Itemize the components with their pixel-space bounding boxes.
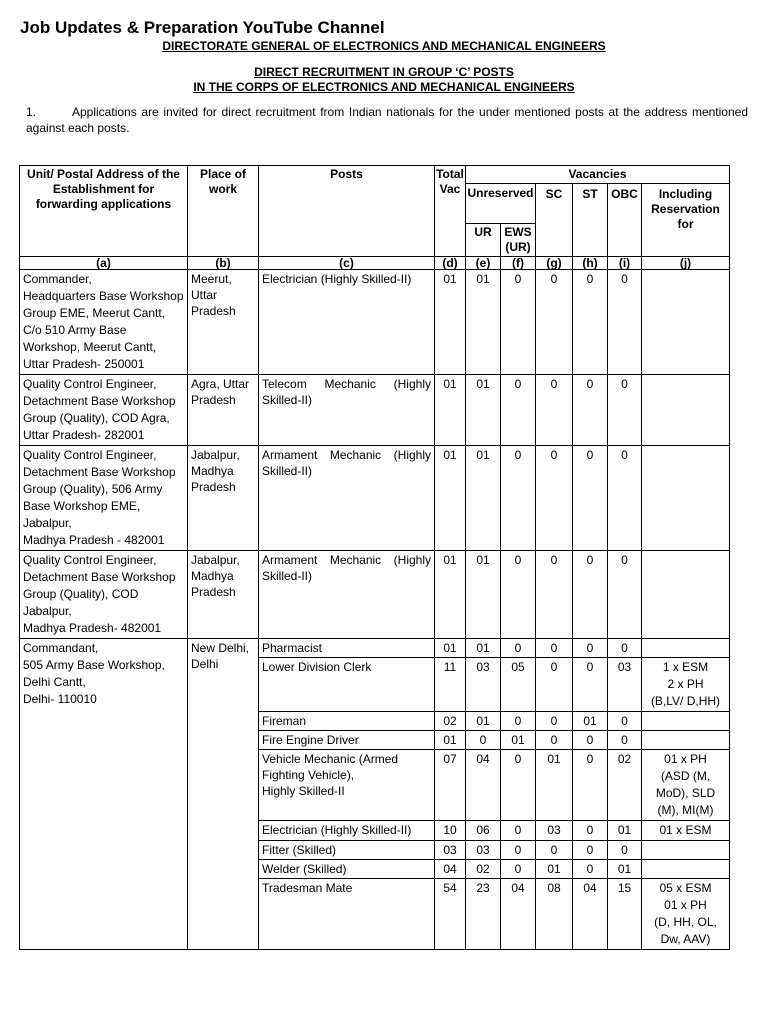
- sc-vacancy: 0: [536, 446, 573, 551]
- table-row: [20, 639, 730, 658]
- post-name: Armament Mechanic (Highly Skilled-II): [259, 446, 435, 551]
- total-vacancy: 01: [435, 731, 466, 750]
- column-letter: (d): [435, 257, 466, 270]
- post-name: Fitter (Skilled): [259, 841, 435, 860]
- place-of-work: Jabalpur, Madhya Pradesh: [188, 446, 259, 551]
- obc-vacancy: 0: [608, 551, 642, 639]
- column-letter: (f): [501, 257, 536, 270]
- header-vacancies: Vacancies: [466, 166, 730, 184]
- obc-vacancy: 0: [608, 270, 642, 375]
- recruitment-title-2: IN THE CORPS OF ELECTRONICS AND MECHANICAL ENGINEERS: [193, 80, 575, 94]
- post-name: Armament Mechanic (Highly Skilled-II): [259, 551, 435, 639]
- ur-vacancy: 01: [466, 270, 501, 375]
- ews-vacancy: 0: [501, 841, 536, 860]
- post-name: Fire Engine Driver: [259, 731, 435, 750]
- total-vacancy: 01: [435, 446, 466, 551]
- post-name: Telecom Mechanic (Highly Skilled-II): [259, 375, 435, 446]
- st-vacancy: 0: [573, 658, 608, 712]
- sc-vacancy: 0: [536, 841, 573, 860]
- reservation-note: [642, 841, 730, 860]
- total-vacancy: 01: [435, 639, 466, 658]
- ur-vacancy: 01: [466, 446, 501, 551]
- sc-vacancy: 08: [536, 879, 573, 950]
- unit-address: Quality Control Engineer, Detachment Base Workshop Group (Quality), 506 Army Base Workshop EME, Jabalpur, Madhya Pradesh - 482001: [20, 446, 188, 551]
- ur-vacancy: 01: [466, 639, 501, 658]
- reservation-note: [642, 446, 730, 551]
- reservation-note: [642, 270, 730, 375]
- st-vacancy: 0: [573, 841, 608, 860]
- reservation-note: 01 x PH (ASD (M, MoD), SLD (M), MI(M): [642, 750, 730, 821]
- ews-vacancy: 0: [501, 446, 536, 551]
- st-vacancy: 0: [573, 375, 608, 446]
- unit-address: Commander, Headquarters Base Workshop Group EME, Meerut Cantt, C/o 510 Army Base Workshop, Meerut Cantt, Uttar Pradesh- 250001: [20, 270, 188, 375]
- ur-vacancy: 06: [466, 821, 501, 841]
- ews-vacancy: 04: [501, 879, 536, 950]
- obc-vacancy: 15: [608, 879, 642, 950]
- post-name: Lower Division Clerk: [259, 658, 435, 712]
- column-letter: (e): [466, 257, 501, 270]
- column-letter: (j): [642, 257, 730, 270]
- post-name: Electrician (Highly Skilled-II): [259, 270, 435, 375]
- ur-vacancy: 03: [466, 841, 501, 860]
- obc-vacancy: 0: [608, 375, 642, 446]
- place-of-work: Jabalpur, Madhya Pradesh: [188, 551, 259, 639]
- reservation-note: [642, 860, 730, 879]
- header-st: ST: [573, 184, 608, 257]
- ur-vacancy: 03: [466, 658, 501, 712]
- unit-address: Quality Control Engineer, Detachment Base Workshop Group (Quality), COD Jabalpur, Madhya Pradesh- 482001: [20, 551, 188, 639]
- unit-address: Commandant, 505 Army Base Workshop, Delhi Cantt, Delhi- 110010: [20, 639, 188, 950]
- obc-vacancy: 01: [608, 860, 642, 879]
- sc-vacancy: 0: [536, 270, 573, 375]
- sc-vacancy: 03: [536, 821, 573, 841]
- ur-vacancy: 01: [466, 712, 501, 731]
- ews-vacancy: 01: [501, 731, 536, 750]
- total-vacancy: 01: [435, 551, 466, 639]
- column-letter: (h): [573, 257, 608, 270]
- total-vacancy: 10: [435, 821, 466, 841]
- ews-vacancy: 0: [501, 270, 536, 375]
- vacancy-table: [19, 165, 730, 950]
- st-vacancy: 0: [573, 270, 608, 375]
- header-unreserved: Unreserved: [466, 184, 536, 224]
- sc-vacancy: 0: [536, 731, 573, 750]
- table-row: [20, 375, 730, 446]
- ews-vacancy: 0: [501, 551, 536, 639]
- obc-vacancy: 02: [608, 750, 642, 821]
- column-letter: (b): [188, 257, 259, 270]
- total-vacancy: 03: [435, 841, 466, 860]
- recruitment-title-1: DIRECT RECRUITMENT IN GROUP ‘C’ POSTS: [254, 65, 514, 79]
- total-vacancy: 11: [435, 658, 466, 712]
- st-vacancy: 0: [573, 639, 608, 658]
- sc-vacancy: 01: [536, 860, 573, 879]
- header-ews: EWS (UR): [501, 224, 536, 257]
- ews-vacancy: 05: [501, 658, 536, 712]
- ews-vacancy: 0: [501, 860, 536, 879]
- header-ur: UR: [466, 224, 501, 257]
- total-vacancy: 02: [435, 712, 466, 731]
- reservation-note: 1 x ESM 2 x PH (B,LV/ D,HH): [642, 658, 730, 712]
- st-vacancy: 0: [573, 821, 608, 841]
- ur-vacancy: 02: [466, 860, 501, 879]
- intro-number: 1.: [26, 105, 37, 119]
- ur-vacancy: 01: [466, 375, 501, 446]
- ews-vacancy: 0: [501, 375, 536, 446]
- sc-vacancy: 0: [536, 712, 573, 731]
- sc-vacancy: 0: [536, 375, 573, 446]
- post-name: Welder (Skilled): [259, 860, 435, 879]
- sc-vacancy: 0: [536, 551, 573, 639]
- obc-vacancy: 0: [608, 731, 642, 750]
- reservation-note: 05 x ESM 01 x PH (D, HH, OL, Dw, AAV): [642, 879, 730, 950]
- column-letters-row: [20, 257, 730, 270]
- total-vacancy: 01: [435, 375, 466, 446]
- ur-vacancy: 04: [466, 750, 501, 821]
- total-vacancy: 54: [435, 879, 466, 950]
- ews-vacancy: 0: [501, 712, 536, 731]
- st-vacancy: 0: [573, 750, 608, 821]
- header-obc: OBC: [608, 184, 642, 257]
- org-title: DIRECTORATE GENERAL OF ELECTRONICS AND MECHANICAL ENGINEERS: [162, 39, 606, 53]
- header-posts: Posts: [259, 166, 435, 257]
- obc-vacancy: 03: [608, 658, 642, 712]
- table-row: [20, 551, 730, 639]
- total-vacancy: 04: [435, 860, 466, 879]
- reservation-note: [642, 731, 730, 750]
- column-letter: (g): [536, 257, 573, 270]
- place-of-work: Agra, Uttar Pradesh: [188, 375, 259, 446]
- st-vacancy: 01: [573, 712, 608, 731]
- post-name: Vehicle Mechanic (Armed Fighting Vehicle), Highly Skilled-II: [259, 750, 435, 821]
- header-place: Place of work: [188, 166, 259, 257]
- column-letter: (c): [259, 257, 435, 270]
- obc-vacancy: 01: [608, 821, 642, 841]
- page-header: Job Updates & Preparation YouTube Channel: [20, 18, 385, 37]
- ews-vacancy: 0: [501, 750, 536, 821]
- ur-vacancy: 0: [466, 731, 501, 750]
- ur-vacancy: 01: [466, 551, 501, 639]
- place-of-work: New Delhi, Delhi: [188, 639, 259, 950]
- post-name: Tradesman Mate: [259, 879, 435, 950]
- sc-vacancy: 01: [536, 750, 573, 821]
- obc-vacancy: 0: [608, 712, 642, 731]
- header-including: Including Reservation for: [642, 184, 730, 257]
- column-letter: (a): [20, 257, 188, 270]
- obc-vacancy: 0: [608, 446, 642, 551]
- sc-vacancy: 0: [536, 639, 573, 658]
- ews-vacancy: 0: [501, 821, 536, 841]
- reservation-note: [642, 712, 730, 731]
- header-sc: SC: [536, 184, 573, 257]
- st-vacancy: 0: [573, 551, 608, 639]
- column-letter: (i): [608, 257, 642, 270]
- header-unit: Unit/ Postal Address of the Establishment for forwarding applications: [20, 166, 188, 257]
- ur-vacancy: 23: [466, 879, 501, 950]
- table-row: [20, 446, 730, 551]
- st-vacancy: 04: [573, 879, 608, 950]
- reservation-note: [642, 375, 730, 446]
- post-name: Fireman: [259, 712, 435, 731]
- total-vacancy: 07: [435, 750, 466, 821]
- reservation-note: 01 x ESM: [642, 821, 730, 841]
- reservation-note: [642, 639, 730, 658]
- unit-address: Quality Control Engineer, Detachment Base Workshop Group (Quality), COD Agra, Uttar Pradesh- 282001: [20, 375, 188, 446]
- place-of-work: Meerut, Uttar Pradesh: [188, 270, 259, 375]
- header-total: Total Vac: [435, 166, 466, 257]
- obc-vacancy: 0: [608, 841, 642, 860]
- table-row: [20, 270, 730, 375]
- st-vacancy: 0: [573, 446, 608, 551]
- st-vacancy: 0: [573, 731, 608, 750]
- reservation-note: [642, 551, 730, 639]
- st-vacancy: 0: [573, 860, 608, 879]
- total-vacancy: 01: [435, 270, 466, 375]
- sc-vacancy: 0: [536, 658, 573, 712]
- post-name: Electrician (Highly Skilled-II): [259, 821, 435, 841]
- post-name: Pharmacist: [259, 639, 435, 658]
- intro-text: Applications are invited for direct recruitment from Indian nationals for the under mentioned posts at the address mentioned against each posts.: [26, 105, 748, 135]
- intro-paragraph: [26, 104, 748, 136]
- ews-vacancy: 0: [501, 639, 536, 658]
- obc-vacancy: 0: [608, 639, 642, 658]
